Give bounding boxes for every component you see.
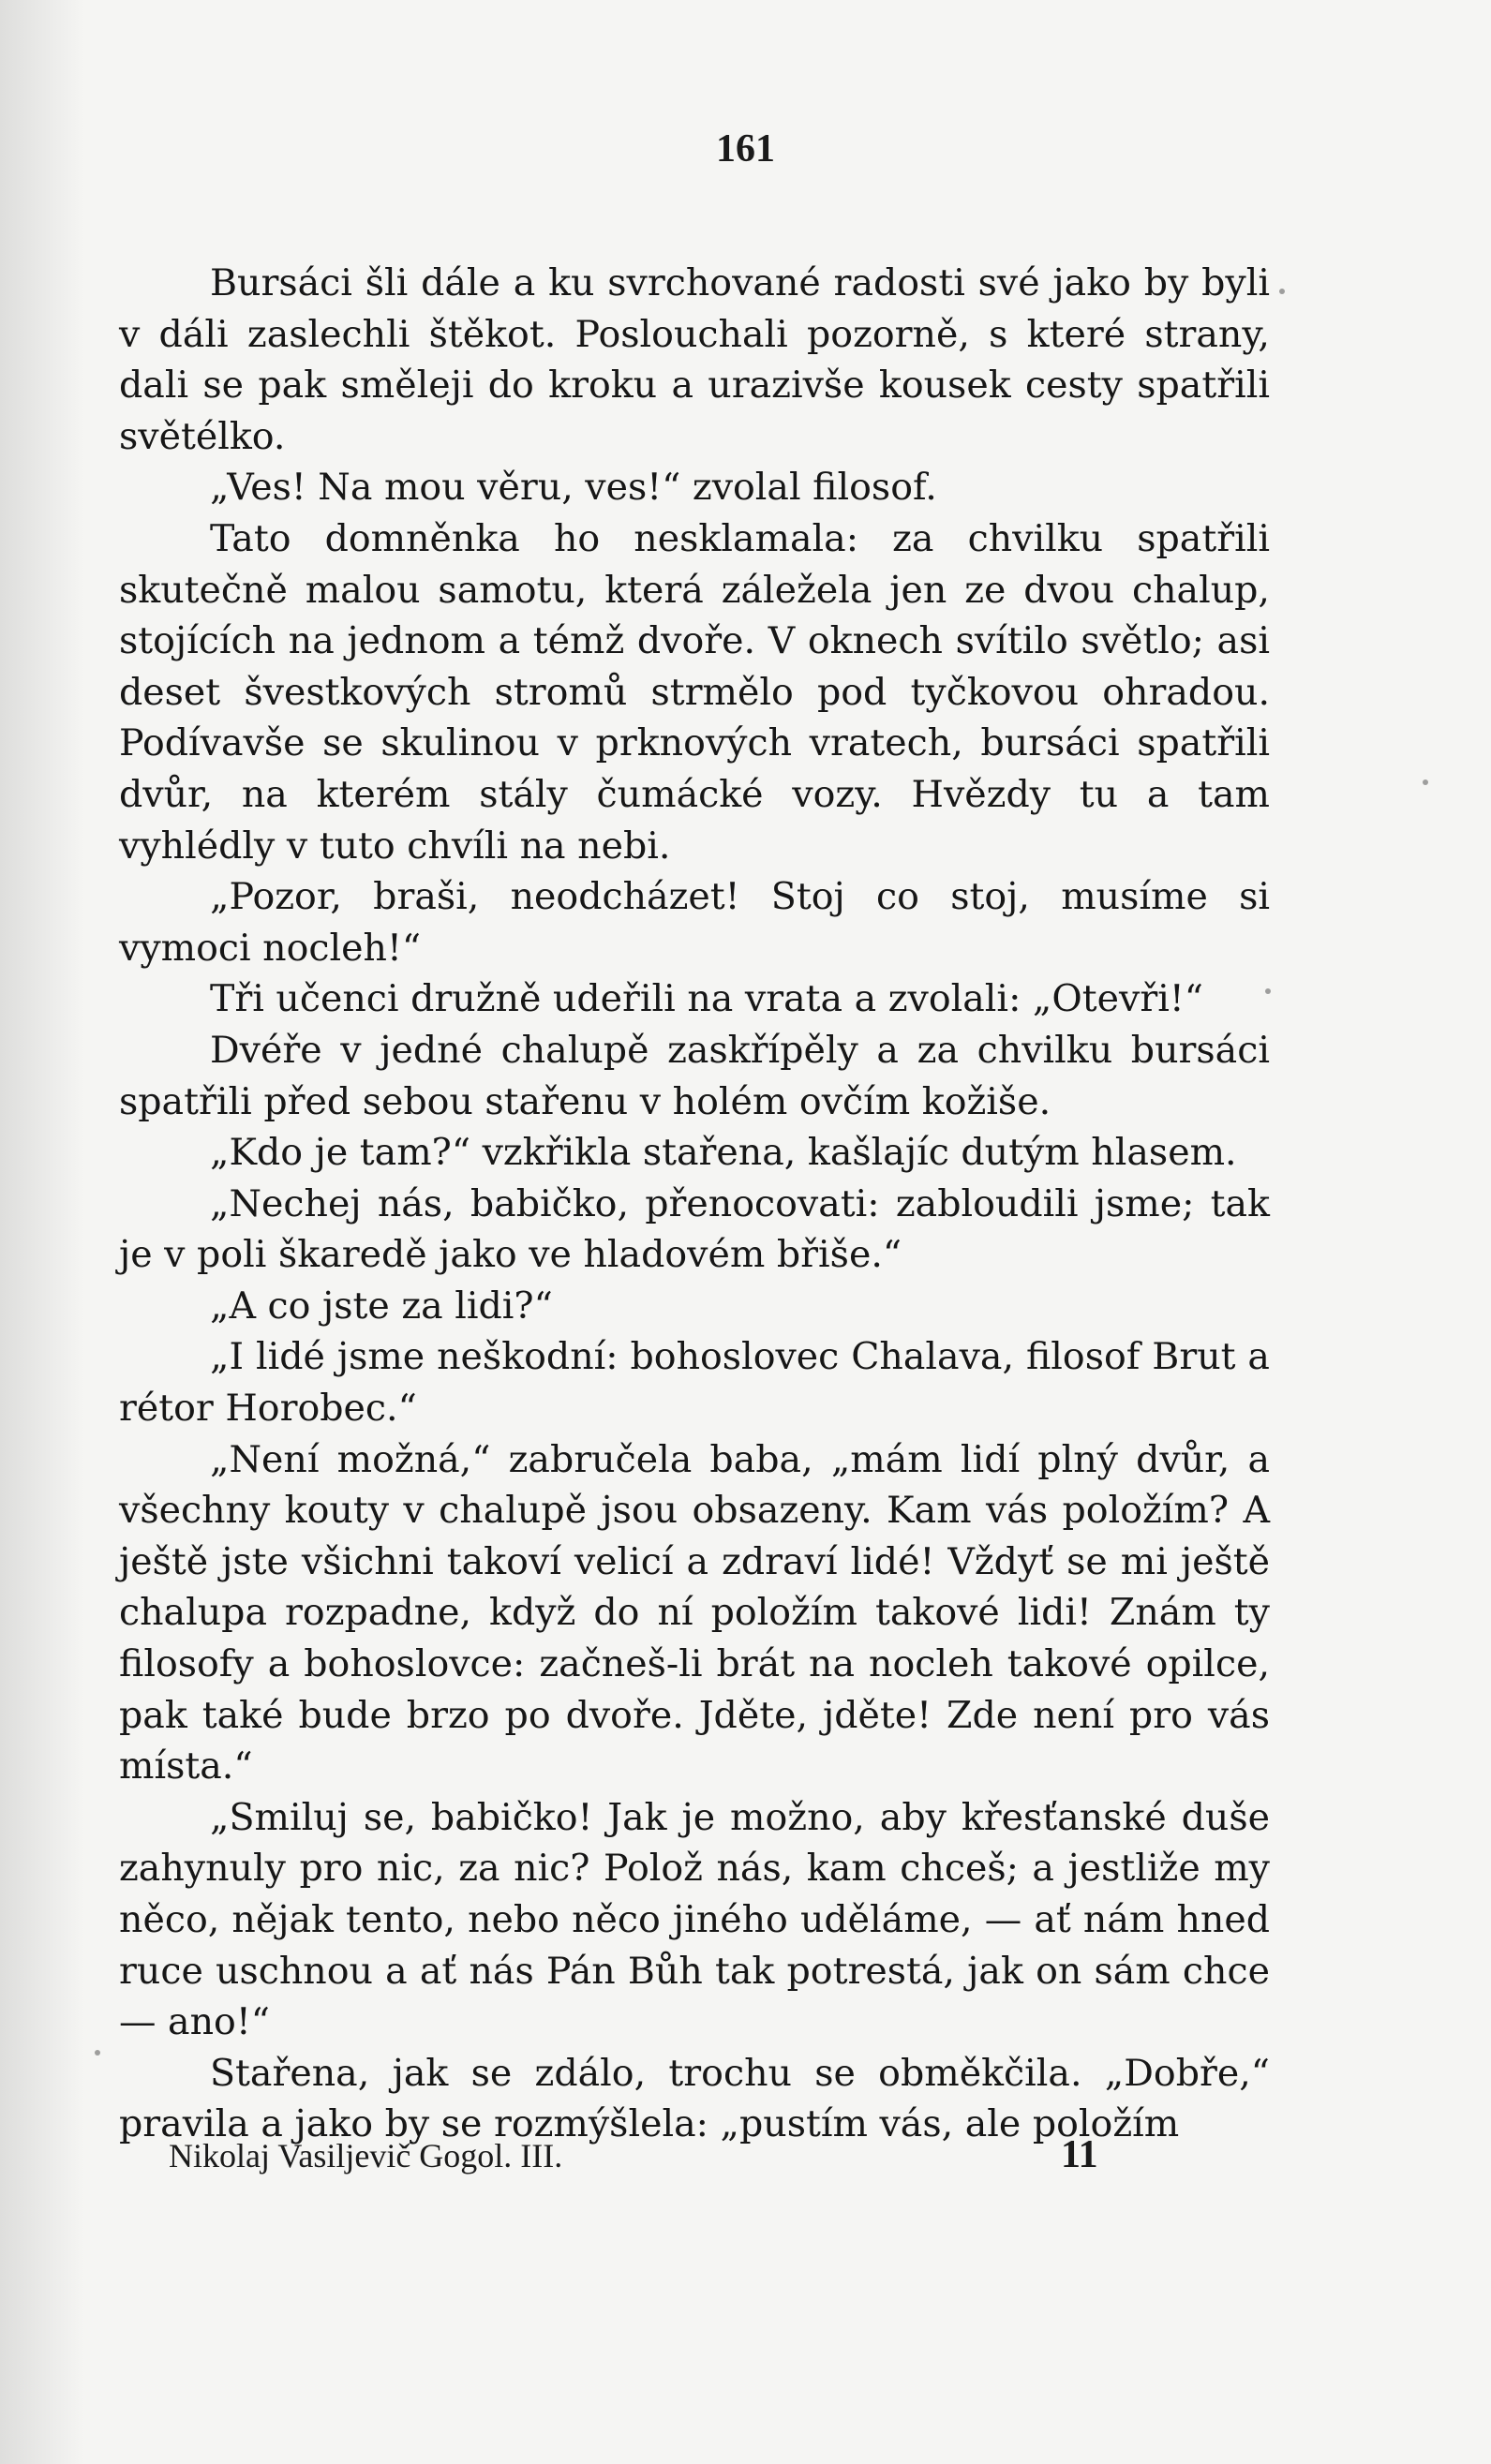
paragraph: „I lidé jsme neškodní: bohoslovec Chalava, filosof Brut a rétor Horobec.“ bbox=[119, 1335, 1270, 1431]
paragraph: Bursáci šli dále a ku svrchované radosti své jako by byli v dáli zaslechli štěkot. Poslouchali pozorně, s které strany, dali se pak směleji do kroku a urazivše kousek cesty spatřili světélko. bbox=[119, 261, 1270, 458]
paragraph: Tři učenci družně udeřili na vrata a zvolali: „Otevři!“ bbox=[210, 977, 1203, 1021]
paragraph: „Nechej nás, babičko, přenocovati: zabloudili jsme; tak je v poli škaredě jako ve hladovém břiše.“ bbox=[119, 1181, 1270, 1277]
paragraph: „Kdo je tam?“ vzkřikla stařena, kašlajíc dutým hlasem. bbox=[210, 1131, 1237, 1175]
paragraph: „A co jste za lidi?“ bbox=[210, 1284, 553, 1328]
paragraph: Dvéře v jedné chalupě zaskřípěly a za chvilku bursáci spatřili před sebou stařenu v holém ovčím kožiše. bbox=[119, 1028, 1270, 1123]
body-text bbox=[119, 258, 1270, 2150]
print-speck bbox=[1423, 779, 1428, 785]
paragraph: Tato domněnka ho nesklamala: za chvilku spatřili skutečně malou samotu, která záležela jen ze dvou chalup, stojících na jednom a témž dvoře. V oknech svítilo světlo; asi deset švestkových stromů strmělo pod tyčkovou ohradou. Podívavše se skulinou v prknových vratech, bursáci spatřili dvůr, na kterém stály čumácké vozy. Hvězdy tu a tam vyhlédly v tuto chvíli na nebi. bbox=[119, 516, 1270, 868]
paragraph: „Pozor, braši, neodcházet! Stoj co stoj, musíme si vymoci nocleh!“ bbox=[119, 875, 1270, 970]
page-number: 161 bbox=[716, 127, 775, 171]
page-edge-shadow bbox=[0, 0, 84, 2464]
paragraph: „Ves! Na mou věru, ves!“ zvolal filosof. bbox=[210, 466, 937, 510]
paragraph: Stařena, jak se zdálo, trochu se obměkčila. „Dobře,“ pravila a jako by se rozmýšlela: „pustím vás, ale položím bbox=[119, 2051, 1270, 2146]
paragraph: „Smiluj se, babičko! Jak je možno, aby křesťanské duše zahynuly pro nic, za nic? Polož nás, kam chceš; a jestliže my něco, nějak tento, nebo něco jiného uděláme, — ať nám hned ruce uschnou a ať nás Pán Bůh tak potrestá, jak on sám chce — ano!“ bbox=[119, 1795, 1270, 2044]
footer-signature-mark: 11 bbox=[1061, 2133, 1098, 2176]
print-speck bbox=[1279, 289, 1285, 294]
paragraph: „Není možná,“ zabručela baba, „mám lidí plný dvůr, a všechny kouty v chalupě jsou obsazeny. Kam vás položím? A ještě jste všichni takoví velicí a zdraví lidé! Vždyť se mi ještě chalupa rozpadne, když do ní položím takové lidi! Znám ty filosofy a bohoslovce: začneš-li brát na nocleh takové opilce, pak také bude brzo po dvoře. Jděte, jděte! Zde není pro vás místa.“ bbox=[119, 1437, 1270, 1789]
footer-author-volume: Nikolaj Vasiljevič Gogol. III. bbox=[169, 2137, 563, 2175]
print-speck bbox=[95, 2050, 100, 2056]
